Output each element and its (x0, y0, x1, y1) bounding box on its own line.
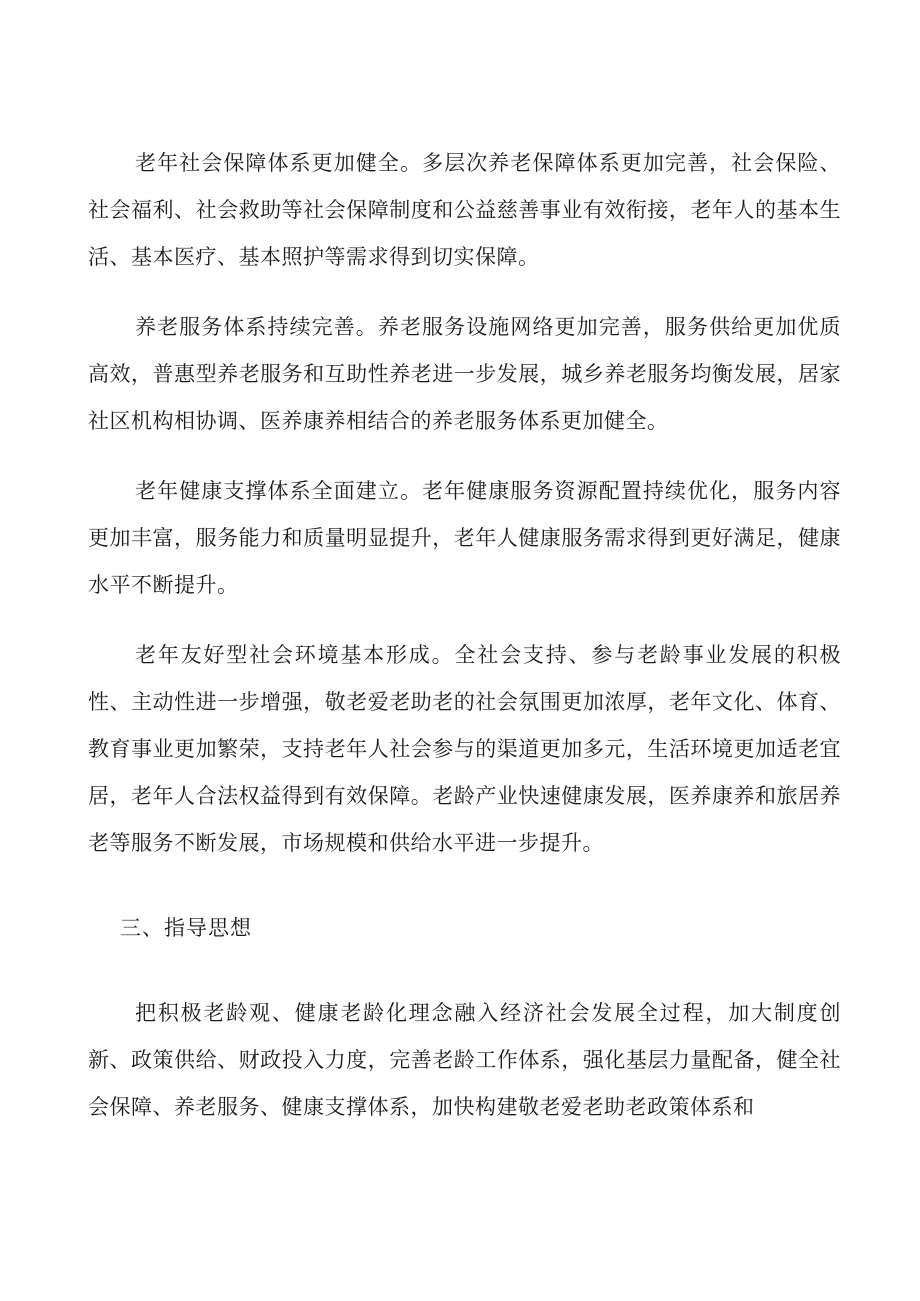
paragraph-social-security: 老年社会保障体系更加健全。多层次养老保障体系更加完善，社会保险、社会福利、社会救助等社会保障制度和公益慈善事业有效衔接，老年人的基本生活、基本医疗、基本照护等需求得到切实保障。 (88, 151, 841, 269)
paragraph-guiding-thought: 把积极老龄观、健康老龄化理念融入经济社会发展全过程，加大制度创新、政策供给、财政投入力度，完善老龄工作体系，强化基层力量配备，健全社会保障、养老服务、健康支撑体系，加快构建敬老爱老助老政策体系和 (88, 1001, 841, 1119)
paragraph-health-support: 老年健康支撑体系全面建立。老年健康服务资源配置持续优化，服务内容更加丰富，服务能力和质量明显提升，老年人健康服务需求得到更好满足，健康水平不断提升。 (88, 479, 841, 597)
section-heading: 三、指导思想 (120, 916, 252, 940)
paragraph-age-friendly-society: 老年友好型社会环境基本形成。全社会支持、参与老龄事业发展的积极性、主动性进一步增强，敬老爱老助老的社会氛围更加浓厚，老年文化、体育、教育事业更加繁荣，支持老年人社会参与的渠道更加多元，生活环境更加适老宜居，老年人合法权益得到有效保障。老龄产业快速健康发展，医养康养和旅居养老等服务不断发展，市场规模和供给水平进一步提升。 (88, 643, 841, 855)
paragraph-elderly-care-services: 养老服务体系持续完善。养老服务设施网络更加完善，服务供给更加优质高效，普惠型养老服务和互助性养老进一步发展，城乡养老服务均衡发展，居家社区机构相协调、医养康养相结合的养老服务体系更加健全。 (88, 315, 841, 433)
